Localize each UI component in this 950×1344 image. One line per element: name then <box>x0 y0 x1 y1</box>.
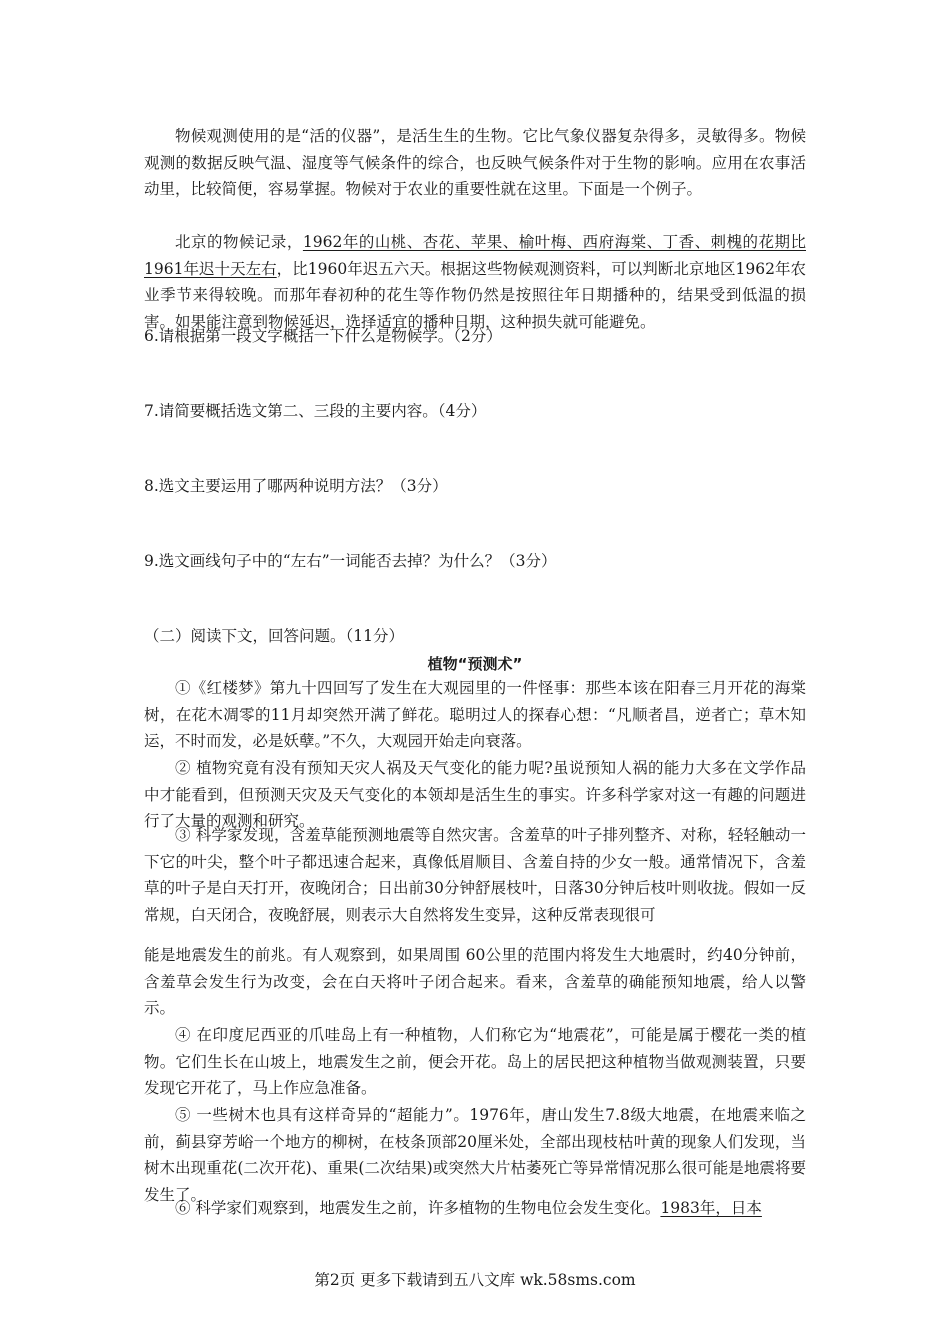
question-7: 7.请简要概括选文第二、三段的主要内容。（4分） <box>144 402 487 420</box>
article-paragraph-3b: 能是地震发生的前兆。有人观察到，如果周围 60公里的范围内将发生大地震时，约40分钟前，含羞草会发生行为改变，会在白天将叶子闭合起来。看来，含羞草的确能预知地震，给人以警示。 <box>144 946 806 1018</box>
question-8: 8.选文主要运用了哪两种说明方法？（3分） <box>144 477 448 495</box>
article-paragraph-2: ② 植物究竟有没有预知天灾人祸及天气变化的能力呢?虽说预知人祸的能力大多在文学作品中才能看到，但预测天灾及天气变化的本领却是活生生的事实。许多科学家对这一有趣的问题进行了大量的观测和研究。 <box>144 759 806 831</box>
underlined-sentence: 1962年的山桃、杏花、苹果、榆叶梅、西府海棠、丁香、刺槐的花期比1961年迟十天左右 <box>144 233 806 278</box>
passage1-p2-rest: ，比1960年迟五六天。根据这些物候观测资料，可以判断北京地区1962年农业季节来得较晚。而那年春初种的花生等作物仍然是按照往年日期播种的，结果受到低温的损害。如果能注意到物候延迟，选择适宜的播种日期，这种损失就可能避免。 <box>144 259 806 331</box>
section2-heading: （二）阅读下文，回答问题。（11分） <box>144 627 404 645</box>
passage1-p2-lead: 北京的物候记录， <box>175 233 303 251</box>
article-p6-lead: ⑥ 科学家们观察到，地震发生之前，许多植物的生物电位会发生变化。 <box>175 1199 661 1217</box>
article-paragraph-1: ①《红楼梦》第九十四回写了发生在大观园里的一件怪事：那些本该在阳春三月开花的海棠树，在花木凋零的11月却突然开满了鲜花。聪明过人的探春心想：“凡顺者昌，逆者亡；草木知运，不时而发，必是妖孽。”不久，大观园开始走向衰落。 <box>144 679 806 751</box>
article-p6-underlined: 1983年，日本 <box>660 1199 762 1217</box>
question-9: 9.选文画线句子中的“左右”一词能否去掉？为什么？（3分） <box>144 552 557 570</box>
passage1-paragraph-2 <box>144 229 806 335</box>
page-footer: 第2页 更多下载请到五八文库 wk.58sms.com <box>314 1271 636 1289</box>
article-paragraph-3a: ③ 科学家发现，含羞草能预测地震等自然灾害。含羞草的叶子排列整齐、对称，轻轻触动一下它的叶尖，整个叶子都迅速合起来，真像低眉顺目、含羞自持的少女一般。通常情况下，含羞草的叶子是白天打开，夜晚闭合；日出前30分钟舒展枝叶，日落30分钟后枝叶则收拢。假如一反常规，白天闭合，夜晚舒展，则表示大自然将发生变异，这种反常表现很可 <box>144 826 806 924</box>
article-title: 植物“预测术” <box>427 655 523 673</box>
article-paragraph-6 <box>144 1195 806 1222</box>
passage1-paragraph-1: 物候观测使用的是“活的仪器”，是活生生的生物。它比气象仪器复杂得多，灵敏得多。物候观测的数据反映气温、湿度等气候条件的综合，也反映气候条件对于生物的影响。应用在农事活动里，比较简便，容易掌握。物候对于农业的重要性就在这里。下面是一个例子。 <box>144 127 806 199</box>
article-paragraph-5: ⑤ 一些树木也具有这样奇异的“超能力”。1976年，唐山发生7.8级大地震，在地震来临之前，蓟县穿芳峪一个地方的柳树，在枝条顶部20厘米处，全部出现枝枯叶黄的现象人们发现，当树木出现重花(二次开花)、重果(二次结果)或突然大片枯萎死亡等异常情况那么很可能是地震将要发生了。 <box>144 1106 806 1204</box>
question-6: 6.请根据第一段文字概括一下什么是物候学。（2分） <box>144 327 502 345</box>
article-paragraph-4: ④ 在印度尼西亚的爪哇岛上有一种植物，人们称它为“地震花”，可能是属于樱花一类的植物。它们生长在山坡上，地震发生之前，便会开花。岛上的居民把这种植物当做观测装置，只要发现它开花了，马上作应急准备。 <box>144 1026 806 1098</box>
